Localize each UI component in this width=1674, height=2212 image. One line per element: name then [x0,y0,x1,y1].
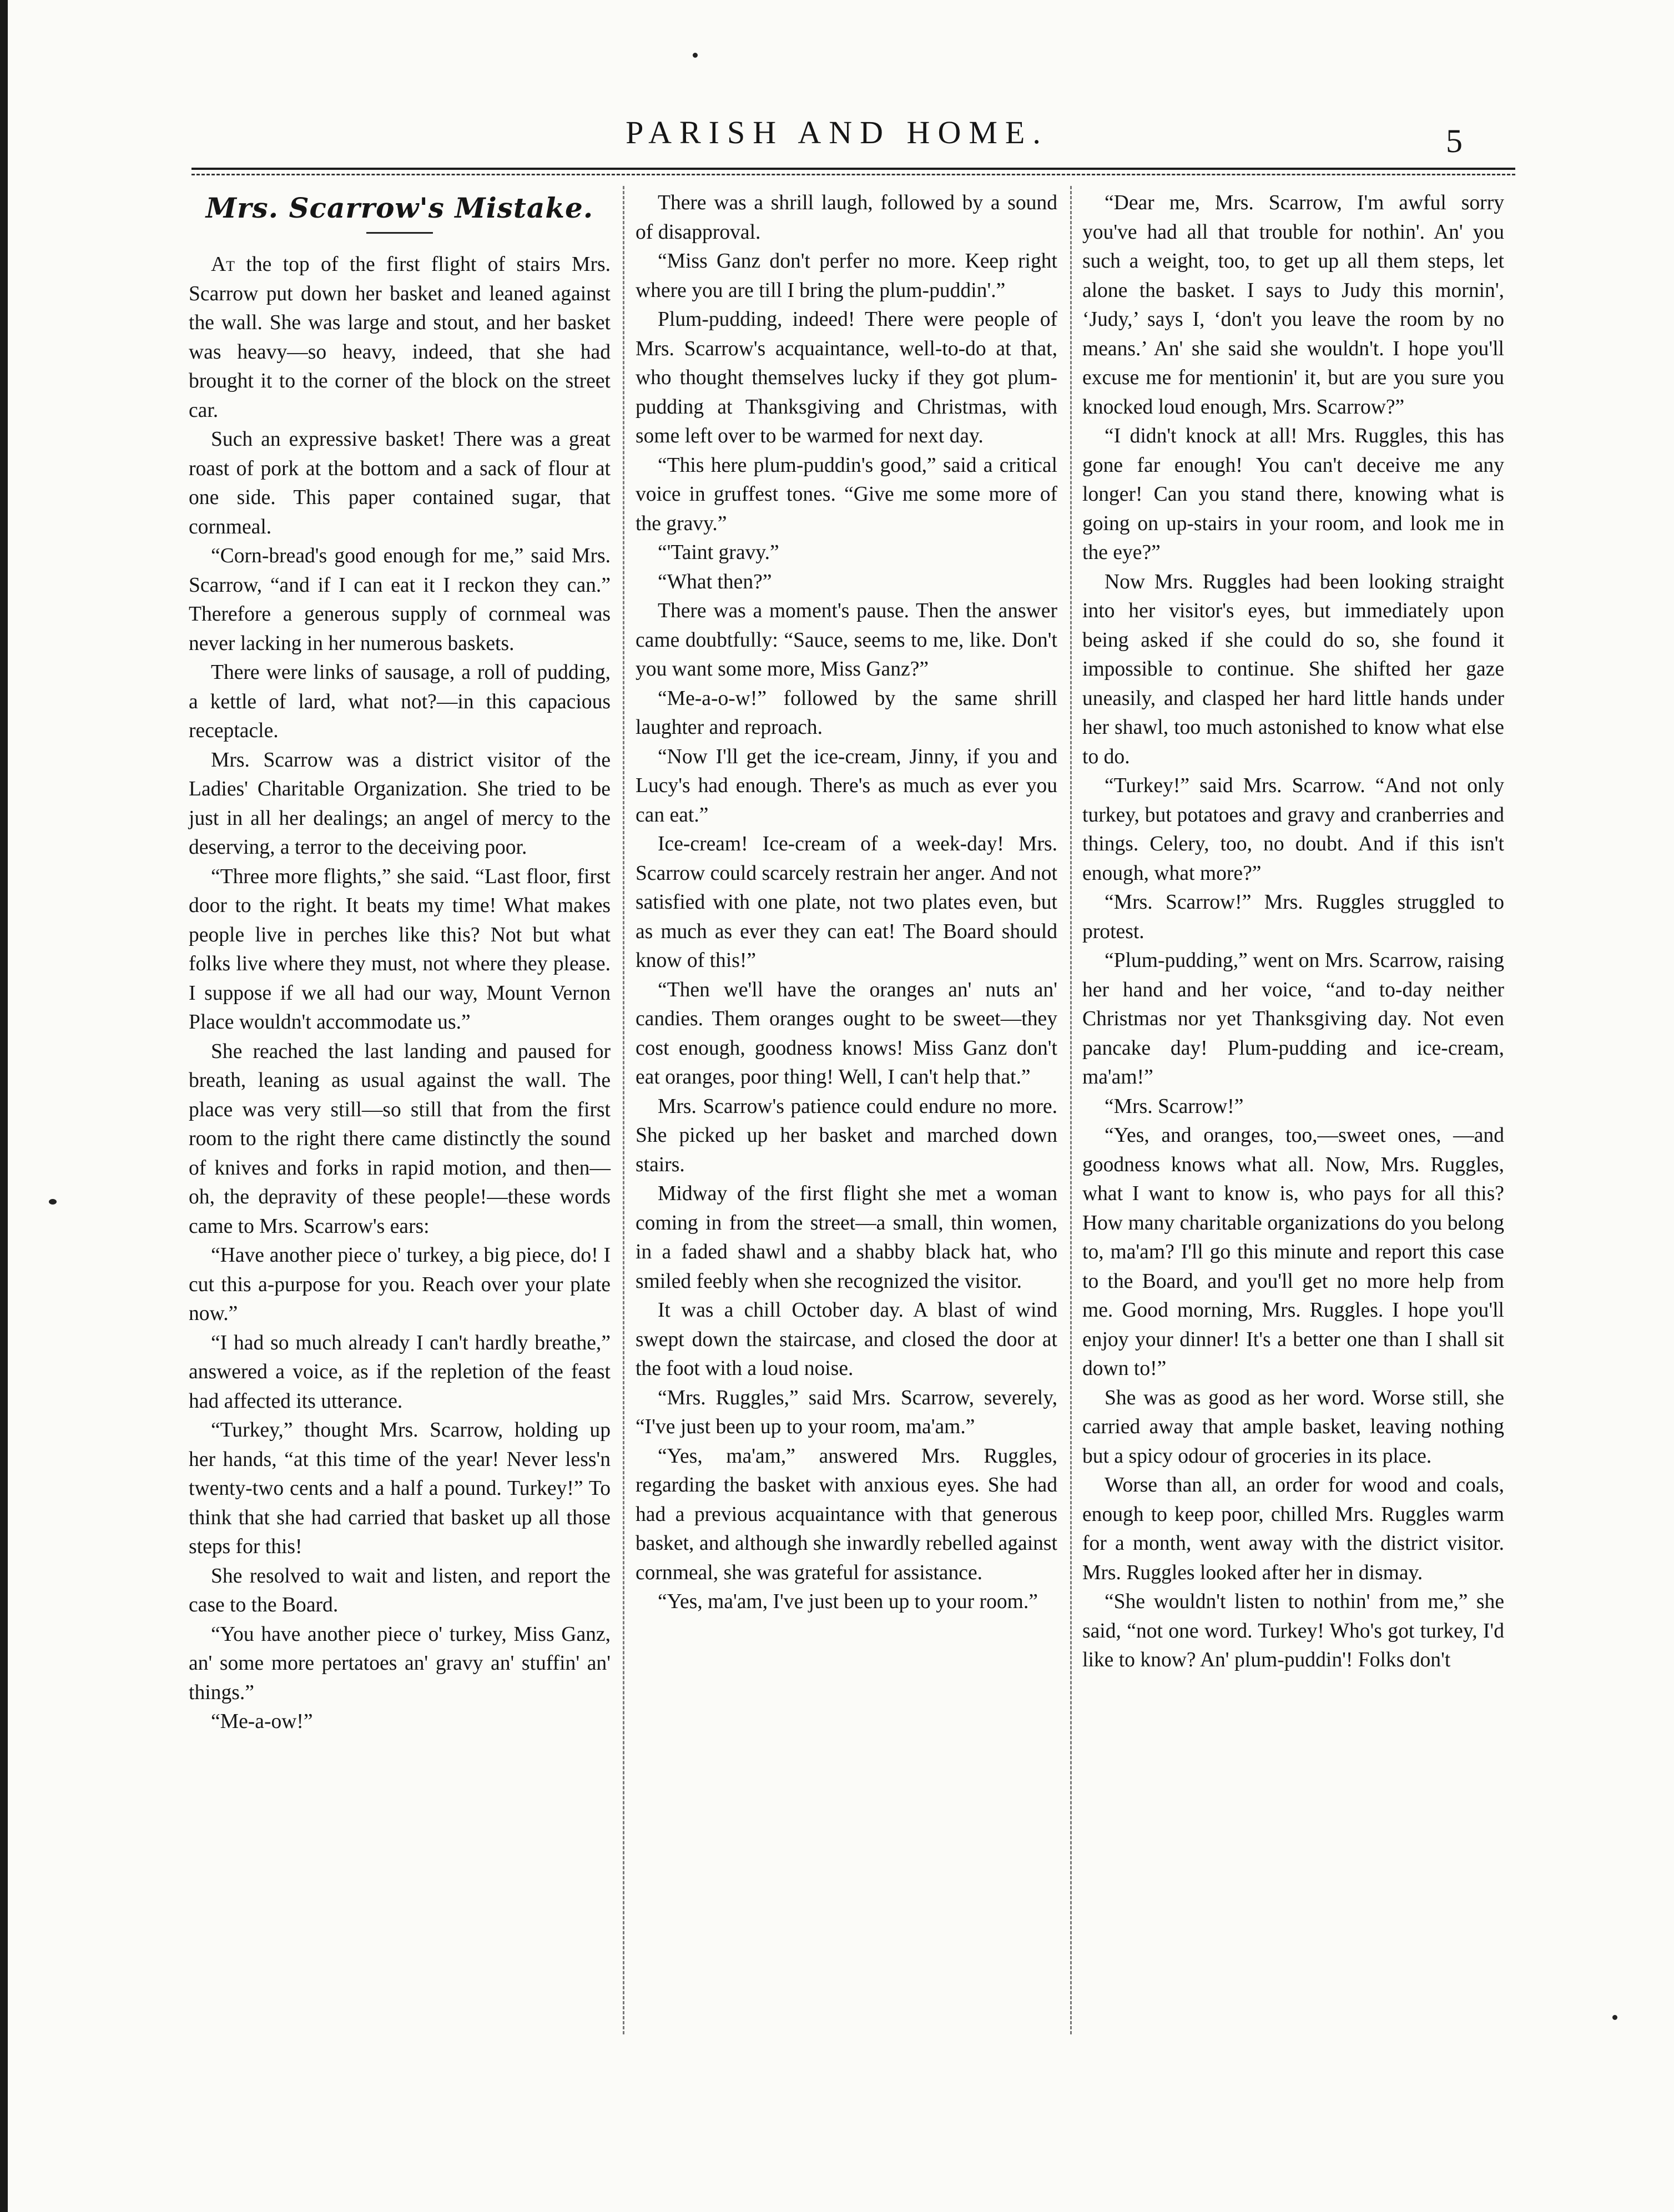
paragraph: Ice-cream! Ice-cream of a week-day! Mrs. Scarrow could scarcely restrain her anger. And not satisfied with one plate, not two plates even, but as much as ever they can eat! The Board should know of this!” [636,833,1057,972]
paragraph: “You have another piece o' turkey, Miss Ganz, an' some more pertatoes an' gravy an' stuffin' an' things.” [189,1623,611,1704]
article-title: Mrs. Scarrow's Mistake. [205,192,594,224]
stray-mark [49,1199,57,1205]
paragraph: “Me-a-o-w!” followed by the same shrill laughter and reproach. [636,687,1057,739]
column-separator [1070,186,1072,2034]
paragraph: “'Taint gravy.” [658,541,779,564]
paragraph: Plum-pudding, indeed! There were people of Mrs. Scarrow's acquaintance, well-to-do at that, who thought themselves lucky if they got plum-pudding at Thanksgiving and Christmas, with some left over to be warmed for next day. [636,308,1057,447]
column-2 [636,189,1057,1617]
paragraph: “What then?” [658,570,772,593]
paragraph: She was as good as her word. Worse still, she carried away that ample basket, leaving nothing but a spicy odour of groceries in its place. [1082,1386,1504,1468]
paragraph: “Me-a-ow!” [211,1710,313,1733]
scan-edge-bar [0,0,8,2212]
paragraph: Midway of the first flight she met a woman coming in from the street—a small, thin women, in a faded shawl and a shabby black hat, who smiled feebly when she recognized the visitor. [636,1182,1057,1293]
paragraph: “Have another piece o' turkey, a big piece, do! I cut this a-purpose for you. Reach over your plate now.” [189,1244,611,1325]
paragraph: She resolved to wait and listen, and report the case to the Board. [189,1564,611,1616]
paragraph: “She wouldn't listen to nothin' from me,” she said, “not one word. Turkey! Who's got turkey, I'd like to know? An' plum-puddin'! Folks don't [1082,1590,1504,1671]
paragraph: “Turkey!” said Mrs. Scarrow. “And not only turkey, but potatoes and gravy and cranberries and things. Celery, too, no doubt. And if this isn't enough, what more?” [1082,774,1504,885]
column-separator [623,186,624,2034]
paragraph: There was a shrill laugh, followed by a sound of disapproval. [636,192,1057,244]
paragraph: “Mrs. Scarrow!” Mrs. Ruggles struggled to protest. [1082,891,1504,943]
paragraph: Mrs. Scarrow's patience could endure no more. She picked up her basket and marched down stairs. [636,1095,1057,1176]
stray-mark [693,53,698,58]
paragraph: “Turkey,” thought Mrs. Scarrow, holding up her hands, “at this time of the year! Never less'n twenty-two cents and a half a pound. Turkey!” To think that she had carried that basket up all those steps for this! [189,1419,611,1558]
paragraph: “I didn't knock at all! Mrs. Ruggles, this has gone far enough! You can't deceive me any longer! Can you stand there, knowing what is going on up-stairs in your room, and look me in the eye?” [1082,425,1504,564]
paragraph: Such an expressive basket! There was a great roast of pork at the bottom and a sack of flour at one side. This paper contained sugar, that cornmeal. [189,428,611,538]
title-underline [366,232,433,234]
paragraph: “I had so much already I can't hardly breathe,” answered a voice, as if the repletion of the feast had affected its utterance. [189,1331,611,1413]
paragraph [189,250,611,425]
paragraph: “Mrs. Scarrow!” [1105,1095,1244,1118]
header-rule-bottom [191,174,1515,175]
paragraph: “Dear me, Mrs. Scarrow, I'm awful sorry you've had all that trouble for nothin'. An' you such a weight, too, to get up all them steps, let alone the basket. I says to Judy this mornin', ‘Judy,’ says I, ‘don't you leave the room by no means.’ An' she said she wouldn't. I hope you'll excuse me for mentionin' it, but are you sure you knocked loud enough, Mrs. Scarrow?” [1082,192,1504,419]
paragraph: “Now I'll get the ice-cream, Jinny, if you and Lucy's had enough. There's as much as ever you can eat.” [636,745,1057,827]
column-3 [1082,189,1504,1675]
paragraph: There was a moment's pause. Then the answer came doubtfully: “Sauce, seems to me, like. Don't you want some more, Miss Ganz?” [636,599,1057,681]
paragraph: Now Mrs. Ruggles had been looking straight into her visitor's eyes, but immediately upon being asked if she could do so, she found it impossible to continue. She shifted her gaze uneasily, and clasped her hard little hands under her shawl, too much astonished to know what else to do. [1082,570,1504,768]
paragraph: “Yes, ma'am, I've just been up to your room.” [658,1590,1038,1613]
paragraph: “This here plum-puddin's good,” said a critical voice in gruffest tones. “Give me some more of the gravy.” [636,454,1057,535]
running-title: PARISH AND HOME. [626,114,1048,150]
paragraph: “Yes, ma'am,” answered Mrs. Ruggles, regarding the basket with anxious eyes. She had had a previous acquaintance with that generous basket, and although she inwardly rebelled against cornmeal, she was grateful for assistance. [636,1444,1057,1584]
paragraph: It was a chill October day. A blast of wind swept down the staircase, and closed the door at the foot with a loud noise. [636,1299,1057,1380]
page-number: 5 [1446,123,1463,159]
stray-mark [1612,2015,1617,2020]
column-1 [189,189,611,1737]
paragraph: Worse than all, an order for wood and coals, enough to keep poor, chilled Mrs. Ruggles warm for a month, went away with the district visitor. Mrs. Ruggles looked after her in dismay. [1082,1474,1504,1584]
paragraph-text: the top of the first flight of stairs Mrs. Scarrow put down her basket and leaned against the wall. She was large and stout, and her basket was heavy—so heavy, indeed, that she had brought it to the corner of the block on the street car. [189,253,611,422]
paragraph: “Three more flights,” she said. “Last floor, first door to the right. It beats my time! What makes people live in perches like this? Not but what folks live where they must, not where they please. I suppose if we all had our way, Mount Vernon Place wouldn't accommodate us.” [189,865,611,1034]
paragraph: There were links of sausage, a roll of pudding, a kettle of lard, what not?—in this capacious receptacle. [189,661,611,742]
paragraph: “Then we'll have the oranges an' nuts an' candies. Them oranges ought to be sweet—they cost enough, goodness knows! Miss Ganz don't eat oranges, poor thing! Well, I can't help that.” [636,978,1057,1089]
paragraph: “Miss Ganz don't perfer no more. Keep right where you are till I bring the plum-puddin'.” [636,250,1057,302]
paragraph: “Mrs. Ruggles,” said Mrs. Scarrow, severely, “I've just been up to your room, ma'am.” [636,1386,1057,1438]
paragraph: She reached the last landing and paused for breath, leaning as usual against the wall. The place was very still—so still that from the first room to the right there came distinctly the sound of knives and forks in rapid motion, and then—oh, the depravity of these people!—these words came to Mrs. Scarrow's ears: [189,1040,611,1238]
paragraph: Mrs. Scarrow was a district visitor of the Ladies' Charitable Organization. She tried to be just in all her dealings; an angel of mercy to the deserving, a terror to the deceiving poor. [189,748,611,859]
paragraph: “Corn-bread's good enough for me,” said Mrs. Scarrow, “and if I can eat it I reckon they can.” Therefore a generous supply of cornmeal was never lacking in her numerous baskets. [189,545,611,655]
header-rule-top [191,168,1515,170]
paragraph: “Yes, and oranges, too,—sweet ones, —and goodness knows what all. Now, Mrs. Ruggles, what I want to know is, who pays for all this? How many charitable organizations do you belong to, ma'am? I'll go this minute and report this case to the Board, and you'll get no more help from me. Good morning, Mrs. Ruggles. I hope you'll enjoy your dinner! It's a better one than I shall sit down to!” [1082,1124,1504,1380]
paragraph: “Plum-pudding,” went on Mrs. Scarrow, raising her hand and her voice, “and to-day neither Christmas nor yet Thanksgiving day. Not even pancake day! Plum-pudding and ice-cream, ma'am!” [1082,949,1504,1089]
drop-lead: At [211,253,235,276]
